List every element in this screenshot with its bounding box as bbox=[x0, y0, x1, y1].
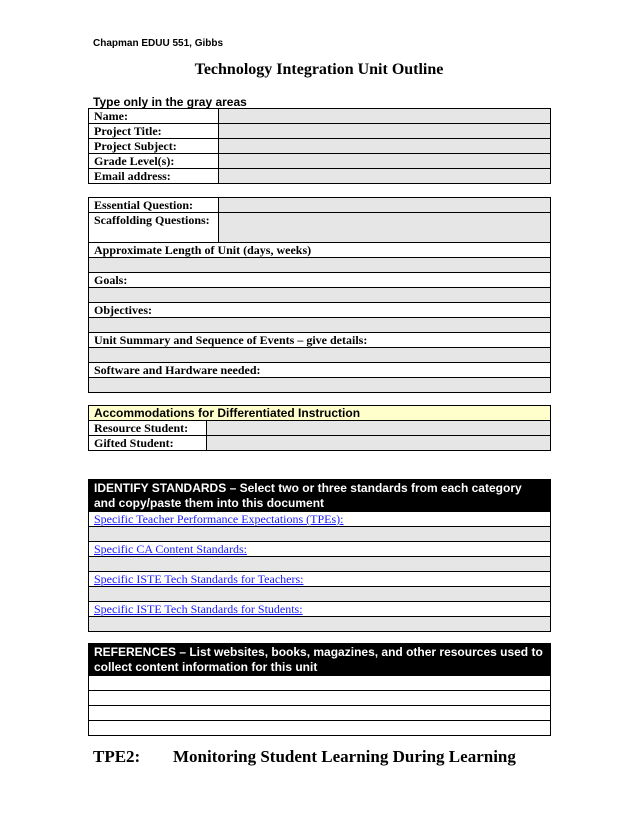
unit-summary-label: Unit Summary and Sequence of Events – give details: bbox=[89, 333, 551, 348]
references-table bbox=[88, 643, 551, 736]
goals-label: Goals: bbox=[89, 273, 551, 288]
unit-summary-field[interactable] bbox=[89, 348, 551, 363]
project-subject-label: Project Subject: bbox=[89, 139, 219, 154]
software-hardware-field[interactable] bbox=[89, 378, 551, 393]
iste-teachers-field[interactable] bbox=[89, 587, 551, 602]
standards-header: IDENTIFY STANDARDS – Select two or three standards from each category and copy/paste them into this document bbox=[89, 480, 551, 512]
page-title: Technology Integration Unit Outline bbox=[194, 61, 444, 78]
email-field[interactable] bbox=[219, 169, 551, 184]
accommodations-table bbox=[88, 405, 551, 451]
instruction-text: Type only in the gray areas bbox=[93, 95, 247, 109]
iste-teachers-link[interactable]: Specific ISTE Tech Standards for Teachers: bbox=[89, 572, 551, 587]
resource-student-field[interactable] bbox=[207, 421, 551, 436]
essential-question-field[interactable] bbox=[219, 198, 551, 213]
info-table bbox=[88, 108, 551, 184]
iste-students-link[interactable]: Specific ISTE Tech Standards for Students: bbox=[89, 602, 551, 617]
unit-length-label: Approximate Length of Unit (days, weeks) bbox=[89, 243, 551, 258]
project-title-field[interactable] bbox=[219, 124, 551, 139]
resource-student-label: Resource Student: bbox=[89, 421, 207, 436]
references-header: REFERENCES – List websites, books, magazines, and other resources used to collect content information for this unit bbox=[89, 644, 551, 676]
grade-level-field[interactable] bbox=[219, 154, 551, 169]
tpe-standards-field[interactable] bbox=[89, 527, 551, 542]
accommodations-header: Accommodations for Differentiated Instruction bbox=[89, 406, 551, 421]
section-heading bbox=[93, 747, 516, 767]
essential-question-label: Essential Question: bbox=[89, 198, 219, 213]
unit-table bbox=[88, 197, 551, 393]
gifted-student-label: Gifted Student: bbox=[89, 436, 207, 451]
reference-row-4[interactable] bbox=[89, 721, 551, 736]
gifted-student-field[interactable] bbox=[207, 436, 551, 451]
section-title: Monitoring Student Learning During Learning bbox=[173, 747, 516, 766]
ca-content-standards-field[interactable] bbox=[89, 557, 551, 572]
project-subject-field[interactable] bbox=[219, 139, 551, 154]
unit-length-field[interactable] bbox=[89, 258, 551, 273]
tpe-standards-link[interactable]: Specific Teacher Performance Expectations (TPEs): bbox=[89, 512, 551, 527]
header-note: Chapman EDUU 551, Gibbs bbox=[93, 38, 224, 49]
iste-students-field[interactable] bbox=[89, 617, 551, 632]
reference-row-3[interactable] bbox=[89, 706, 551, 721]
reference-row-1[interactable] bbox=[89, 676, 551, 691]
reference-row-2[interactable] bbox=[89, 691, 551, 706]
software-hardware-label: Software and Hardware needed: bbox=[89, 363, 551, 378]
name-label: Name: bbox=[89, 109, 219, 124]
ca-content-standards-link[interactable]: Specific CA Content Standards: bbox=[89, 542, 551, 557]
email-label: Email address: bbox=[89, 169, 219, 184]
goals-field[interactable] bbox=[89, 288, 551, 303]
scaffolding-questions-field[interactable] bbox=[219, 213, 551, 243]
objectives-label: Objectives: bbox=[89, 303, 551, 318]
section-number: TPE2: bbox=[93, 747, 141, 766]
grade-level-label: Grade Level(s): bbox=[89, 154, 219, 169]
name-field[interactable] bbox=[219, 109, 551, 124]
objectives-field[interactable] bbox=[89, 318, 551, 333]
scaffolding-questions-label: Scaffolding Questions: bbox=[89, 213, 219, 243]
project-title-label: Project Title: bbox=[89, 124, 219, 139]
standards-table bbox=[88, 479, 551, 632]
